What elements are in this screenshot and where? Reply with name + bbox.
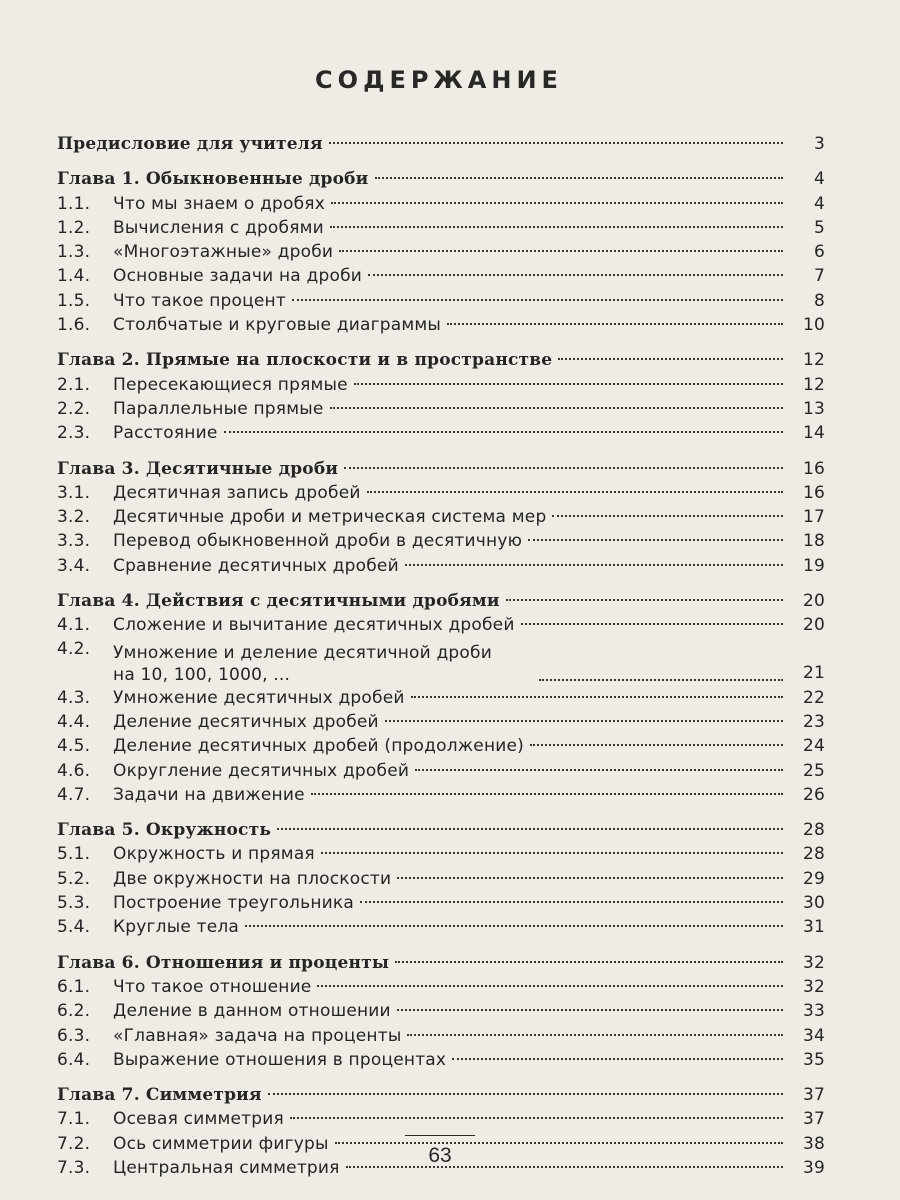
toc-entry-title: Перевод обыкновенной дроби в десятичную (113, 531, 523, 552)
toc-page-number: 10 (802, 315, 825, 336)
toc-entry-number: 5.2. (57, 868, 91, 889)
toc-entry-number: 4.7. (57, 784, 91, 805)
toc-entry-number: 1.4. (57, 266, 91, 287)
toc-entry-number: 3.1. (57, 482, 91, 503)
dot-leader (530, 744, 783, 746)
toc-page-number: 22 (802, 687, 825, 708)
toc-section-row (57, 999, 825, 1023)
toc-section-row (57, 554, 825, 578)
toc-entry-title: Отношения и проценты (145, 952, 390, 973)
toc-entry-number: 2.3. (57, 423, 91, 444)
dot-leader (311, 793, 783, 795)
dot-leader (407, 1034, 783, 1036)
toc-entry-title: Основные задачи на дроби (113, 266, 363, 287)
toc-section-row (57, 638, 825, 686)
dot-leader (368, 274, 783, 276)
toc-entry-number: 1.2. (57, 217, 91, 238)
toc-entry-number: 5.1. (57, 844, 91, 865)
page-title: СОДЕРЖАНИЕ (315, 66, 563, 94)
toc-entry-title: Округление десятичных дробей (113, 760, 410, 781)
toc-entry-number: 2.1. (57, 374, 91, 395)
toc-entry-number: 4.5. (57, 736, 91, 757)
toc-section-row (57, 842, 825, 866)
toc-entry-title: Деление в данном отношении (113, 1001, 391, 1022)
dot-leader (329, 142, 783, 144)
toc-entry-number: 4.2. (57, 638, 91, 659)
toc-page-number: 34 (802, 1025, 825, 1046)
toc-entry-number: 4.1. (57, 615, 91, 636)
toc-page-number: 13 (802, 398, 825, 419)
toc-entry-title (113, 642, 533, 686)
toc-section-row (57, 710, 825, 734)
toc-entry-title: Десятичные дроби и метрическая система мер (113, 507, 547, 528)
toc-section-row (57, 975, 825, 999)
toc-entry-title: Ось симметрии фигуры (113, 1133, 329, 1154)
toc-section-row (57, 216, 825, 240)
toc-section-row (57, 289, 825, 313)
dot-leader (405, 564, 783, 566)
toc-section-row (57, 759, 825, 783)
toc-entry-number: Глава 3. (57, 458, 140, 479)
toc-page-number: 5 (813, 217, 825, 238)
toc-page-number: 24 (802, 736, 825, 757)
dot-leader (397, 1009, 783, 1011)
toc-section-row (57, 734, 825, 758)
dot-leader (367, 491, 783, 493)
toc-page-number: 31 (802, 917, 825, 938)
dot-leader (521, 623, 783, 625)
toc-entry-number: Глава 7. (57, 1085, 140, 1106)
toc-page-number: 18 (802, 531, 825, 552)
toc-section-row (57, 192, 825, 216)
toc-entry-number: Глава 2. (57, 350, 140, 371)
toc-section-row (57, 529, 825, 553)
toc-entry-title: Две окружности на плоскости (113, 868, 392, 889)
toc-section-row (57, 1024, 825, 1048)
toc-entry-title: Предисловие для учителя (57, 134, 323, 154)
toc-page-number: 26 (802, 784, 825, 805)
toc-page-number: 38 (802, 1133, 825, 1154)
toc-entry-number: 1.3. (57, 242, 91, 263)
toc-section-row (57, 1048, 825, 1072)
dot-leader (268, 1093, 783, 1095)
toc-chapter-row (57, 1083, 825, 1107)
toc-page-number: 28 (802, 820, 825, 841)
dot-leader (528, 539, 783, 541)
toc-page-number: 16 (802, 458, 825, 479)
toc-entry-title: Что такое отношение (113, 976, 312, 997)
toc-entry-title: Симметрия (145, 1085, 262, 1106)
toc-entry-number: 6.3. (57, 1025, 91, 1046)
toc-page-number: 23 (802, 711, 825, 732)
dot-leader (385, 720, 783, 722)
toc-entry-number: 3.3. (57, 531, 91, 552)
toc-page-number: 7 (813, 266, 825, 287)
toc-entry-number: 1.6. (57, 315, 91, 336)
toc-entry-title: Выражение отношения в процентах (113, 1049, 447, 1070)
toc-chapter-row (57, 951, 825, 975)
toc-entry-title: Центральная симметрия (113, 1157, 340, 1178)
toc-page-number: 4 (813, 169, 825, 190)
toc-section-row (57, 613, 825, 637)
dot-leader (277, 828, 783, 830)
dot-leader (292, 299, 783, 301)
toc-entry-number: 1.1. (57, 193, 91, 214)
toc-entry-number: 6.2. (57, 1001, 91, 1022)
dot-leader (411, 696, 783, 698)
toc-chapter-row (57, 457, 825, 481)
dot-leader (331, 202, 783, 204)
toc-section-row (57, 915, 825, 939)
toc-page-number: 33 (802, 1001, 825, 1022)
toc-page-number: 17 (802, 507, 825, 528)
toc-entry-number: Глава 6. (57, 952, 140, 973)
toc-entry-title: Пересекающиеся прямые (113, 374, 348, 395)
toc-entry-title: Обыкновенные дроби (145, 169, 369, 190)
toc-entry-number: 4.4. (57, 711, 91, 732)
toc-page-number: 20 (802, 591, 825, 612)
toc-entry-title: Что такое процент (113, 290, 286, 311)
toc-page-number: 28 (802, 844, 825, 865)
toc-entry-number: Глава 4. (57, 591, 140, 612)
toc-section-row (57, 1107, 825, 1131)
toc-entry-title: Действия с десятичными дробями (145, 591, 500, 612)
toc-entry-number: 1.5. (57, 290, 91, 311)
toc-page-number: 16 (802, 482, 825, 503)
toc-entry-title: Сложение и вычитание десятичных дробей (113, 615, 515, 636)
toc-page-number: 8 (813, 290, 825, 311)
toc-entry-title: Параллельные прямые (113, 398, 324, 419)
dot-leader (415, 769, 783, 771)
toc-entry-title: Что мы знаем о дробях (113, 193, 325, 214)
toc-entry-title: Построение треугольника (113, 893, 354, 914)
toc-page-number: 32 (802, 976, 825, 997)
toc-chapter-row (57, 167, 825, 191)
toc-page-number: 14 (802, 423, 825, 444)
toc-page-number: 37 (802, 1109, 825, 1130)
dot-leader (395, 961, 783, 963)
toc-chapter-row (57, 818, 825, 842)
toc-entry-number: 4.3. (57, 687, 91, 708)
toc-page-number: 39 (802, 1157, 825, 1178)
page-number: 63 (428, 1144, 452, 1167)
dot-leader (360, 901, 783, 903)
toc-entry-number: 5.3. (57, 893, 91, 914)
dot-leader (452, 1058, 783, 1060)
toc-entry-number: Глава 1. (57, 169, 140, 190)
dot-leader (539, 679, 783, 681)
dot-leader (330, 407, 783, 409)
dot-leader (344, 467, 783, 469)
toc-entry-number: 5.4. (57, 917, 91, 938)
toc-page-number: 3 (813, 134, 825, 154)
footer-rule (405, 1135, 475, 1136)
toc-section-row (57, 505, 825, 529)
toc-chapter-row (57, 348, 825, 372)
toc-chapter-row (57, 589, 825, 613)
toc-section-row (57, 891, 825, 915)
toc-section-row (57, 421, 825, 445)
toc-section-row (57, 867, 825, 891)
dot-leader (506, 599, 783, 601)
dot-leader (375, 177, 784, 179)
toc-entry-title: Прямые на плоскости и в пространстве (145, 350, 553, 371)
table-of-contents (57, 132, 825, 1180)
toc-entry-title: Расстояние (113, 423, 218, 444)
toc-entry-number: 7.2. (57, 1133, 91, 1154)
toc-entry-number: 6.1. (57, 976, 91, 997)
toc-entry-title-line1: Умножение и деление десятичной дроби (113, 642, 492, 663)
toc-entry-number: 4.6. (57, 760, 91, 781)
toc-entry-title: Круглые тела (113, 917, 240, 938)
toc-page-number: 21 (802, 663, 825, 684)
dot-leader (317, 985, 783, 987)
dot-leader (330, 226, 783, 228)
toc-entry-number: 6.4. (57, 1049, 91, 1070)
toc-page-number: 20 (802, 615, 825, 636)
dot-leader (447, 323, 783, 325)
toc-entry-title: Деление десятичных дробей (113, 711, 379, 732)
toc-entry-title: Столбчатые и круговые диаграммы (113, 315, 442, 336)
toc-entry-title: Деление десятичных дробей (продолжение) (113, 736, 525, 757)
toc-entry-number: Глава 5. (57, 820, 140, 841)
toc-page-number: 35 (802, 1049, 825, 1070)
toc-entry-title: Десятичная запись дробей (113, 482, 361, 503)
dot-leader (552, 515, 783, 517)
dot-leader (245, 925, 783, 927)
toc-page-number: 4 (813, 193, 825, 214)
toc-page-number: 30 (802, 893, 825, 914)
toc-section-row (57, 240, 825, 264)
toc-entry-number: 3.4. (57, 555, 91, 576)
toc-entry-title: «Главная» задача на проценты (113, 1025, 402, 1046)
toc-section-row (57, 373, 825, 397)
toc-entry-title: Умножение десятичных дробей (113, 687, 405, 708)
toc-entry-title: Окружность и прямая (113, 844, 315, 865)
toc-entry-number: 7.3. (57, 1157, 91, 1178)
toc-section-row (57, 264, 825, 288)
toc-page-number: 12 (802, 350, 825, 371)
dot-leader (339, 250, 783, 252)
toc-section-row (57, 783, 825, 807)
toc-page-number: 29 (802, 868, 825, 889)
dot-leader (558, 358, 783, 360)
dot-leader (290, 1117, 783, 1119)
toc-page-number: 37 (802, 1085, 825, 1106)
toc-page-number: 19 (802, 555, 825, 576)
toc-entry-title: Осевая симметрия (113, 1109, 284, 1130)
toc-chapter-row (57, 132, 825, 156)
toc-entry-title: Десятичные дроби (145, 458, 339, 479)
toc-entry-title: Сравнение десятичных дробей (113, 555, 399, 576)
toc-entry-title: Задачи на движение (113, 784, 305, 805)
toc-page-number: 32 (802, 952, 825, 973)
toc-page-number: 6 (813, 242, 825, 263)
toc-section-row (57, 481, 825, 505)
toc-section-row (57, 397, 825, 421)
dot-leader (397, 877, 783, 879)
dot-leader (354, 383, 783, 385)
dot-leader (321, 852, 783, 854)
toc-page-number: 12 (802, 374, 825, 395)
toc-entry-number: 2.2. (57, 398, 91, 419)
toc-section-row (57, 686, 825, 710)
toc-entry-number: 3.2. (57, 507, 91, 528)
toc-section-row (57, 313, 825, 337)
toc-entry-title: Окружность (145, 820, 272, 841)
toc-entry-number: 7.1. (57, 1109, 91, 1130)
toc-page-number: 25 (802, 760, 825, 781)
dot-leader (224, 431, 783, 433)
toc-entry-title: Вычисления с дробями (113, 217, 324, 238)
toc-entry-title: «Многоэтажные» дроби (113, 242, 334, 263)
toc-entry-title-line2: на 10, 100, 1000, ... (113, 664, 291, 685)
